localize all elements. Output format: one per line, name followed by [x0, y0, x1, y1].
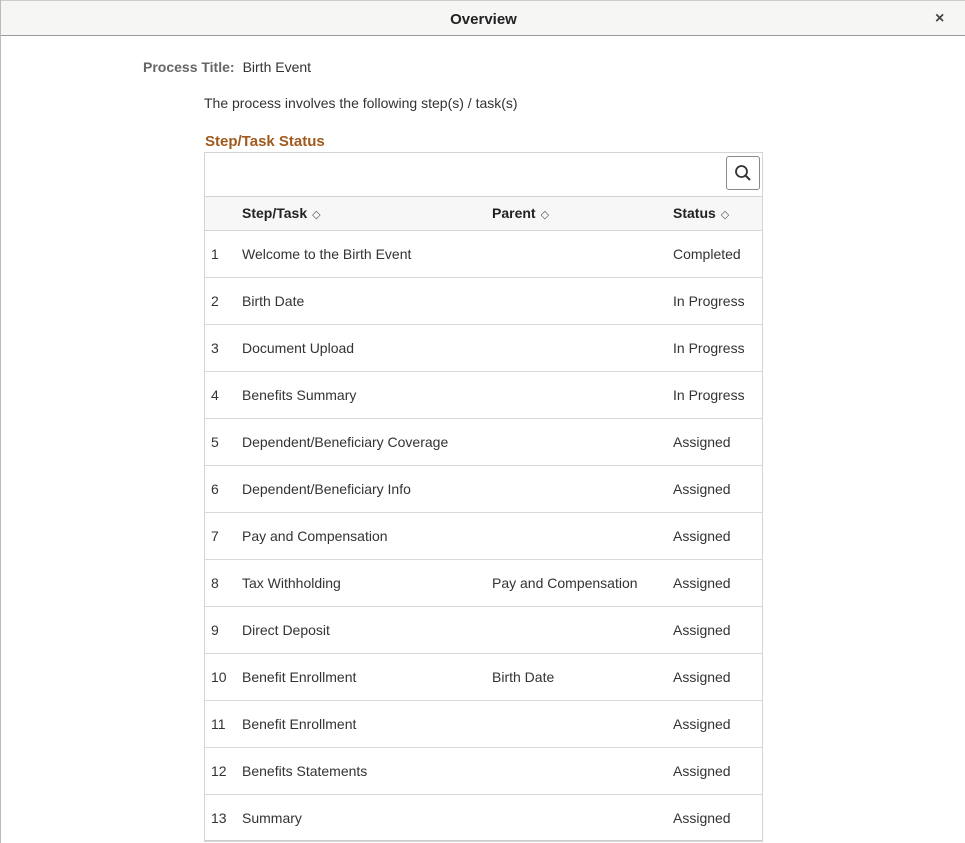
- grid-toolbar: [205, 153, 762, 197]
- column-header-status[interactable]: [673, 205, 729, 221]
- status-cell: In Progress: [673, 293, 745, 309]
- row-number: 13: [211, 810, 227, 826]
- status-cell: Assigned: [673, 716, 731, 732]
- table-row: [205, 419, 762, 466]
- dialog-title: Overview: [450, 11, 517, 28]
- row-number: 5: [211, 434, 219, 450]
- table-row: [205, 607, 762, 654]
- status-cell: Assigned: [673, 575, 731, 591]
- row-number: 2: [211, 293, 219, 309]
- section-title: Step/Task Status: [205, 133, 325, 150]
- row-number: 8: [211, 575, 219, 591]
- step-task-cell: Benefits Statements: [242, 763, 368, 779]
- status-cell: Assigned: [673, 763, 731, 779]
- step-task-cell: Document Upload: [242, 340, 355, 356]
- process-title-value: Birth Event: [242, 59, 312, 75]
- row-number: 9: [211, 622, 219, 638]
- status-cell: In Progress: [673, 340, 745, 356]
- step-task-cell: Pay and Compensation: [242, 528, 388, 544]
- status-cell: Assigned: [673, 669, 731, 685]
- step-task-cell: Dependent/Beneficiary Coverage: [242, 434, 449, 450]
- status-cell: Assigned: [673, 434, 731, 450]
- row-number: 3: [211, 340, 219, 356]
- status-cell: Assigned: [673, 481, 731, 497]
- status-cell: Assigned: [673, 622, 731, 638]
- row-number: 12: [211, 763, 227, 779]
- search-icon: [734, 164, 752, 182]
- column-header-step-task[interactable]: [242, 205, 321, 221]
- step-task-cell: Benefits Summary: [242, 387, 357, 403]
- step-task-cell: Direct Deposit: [242, 622, 330, 638]
- row-number: 11: [211, 716, 226, 732]
- sort-icon: ◇: [540, 209, 550, 221]
- table-row: [205, 513, 762, 560]
- process-title: [143, 59, 311, 75]
- row-number: 10: [211, 669, 227, 685]
- close-icon[interactable]: ×: [935, 10, 945, 27]
- row-number: 6: [211, 481, 219, 497]
- column-label: Step/Task: [242, 205, 308, 221]
- process-title-label: Process Title:: [143, 59, 235, 75]
- row-number: 1: [211, 246, 219, 262]
- status-cell: Assigned: [673, 528, 731, 544]
- step-task-cell: Benefit Enrollment: [242, 716, 357, 732]
- status-cell: In Progress: [673, 387, 745, 403]
- status-cell: Completed: [673, 246, 741, 262]
- table-row: [205, 231, 762, 278]
- status-cell: Assigned: [673, 810, 731, 826]
- row-number: 7: [211, 528, 219, 544]
- table-row: [205, 748, 762, 795]
- step-task-cell: Dependent/Beneficiary Info: [242, 481, 411, 497]
- intro-text: The process involves the following step(s) / task(s): [204, 95, 518, 111]
- step-task-grid: [204, 152, 763, 842]
- parent-cell: Birth Date: [492, 669, 555, 685]
- table-row: [205, 701, 762, 748]
- table-row: [205, 795, 762, 842]
- column-label: Status: [673, 205, 716, 221]
- sort-icon: ◇: [720, 209, 730, 221]
- sort-icon: ◇: [312, 209, 321, 221]
- step-task-cell: Birth Date: [242, 293, 305, 309]
- table-row: [205, 372, 762, 419]
- table-header: [205, 197, 762, 231]
- step-task-cell: Summary: [242, 810, 302, 826]
- search-button[interactable]: [726, 156, 760, 190]
- column-label: Parent: [492, 205, 536, 221]
- step-task-cell: Benefit Enrollment: [242, 669, 357, 685]
- table-row: [205, 466, 762, 513]
- row-number: 4: [211, 387, 219, 403]
- table-body: [205, 231, 762, 842]
- table-row: [205, 654, 762, 701]
- dialog-header: [1, 0, 965, 36]
- step-task-cell: Welcome to the Birth Event: [242, 246, 412, 262]
- table-row: [205, 560, 762, 607]
- parent-cell: Pay and Compensation: [492, 575, 638, 591]
- step-task-cell: Tax Withholding: [242, 575, 341, 591]
- table-row: [205, 278, 762, 325]
- column-header-parent[interactable]: [492, 205, 549, 221]
- table-row: [205, 325, 762, 372]
